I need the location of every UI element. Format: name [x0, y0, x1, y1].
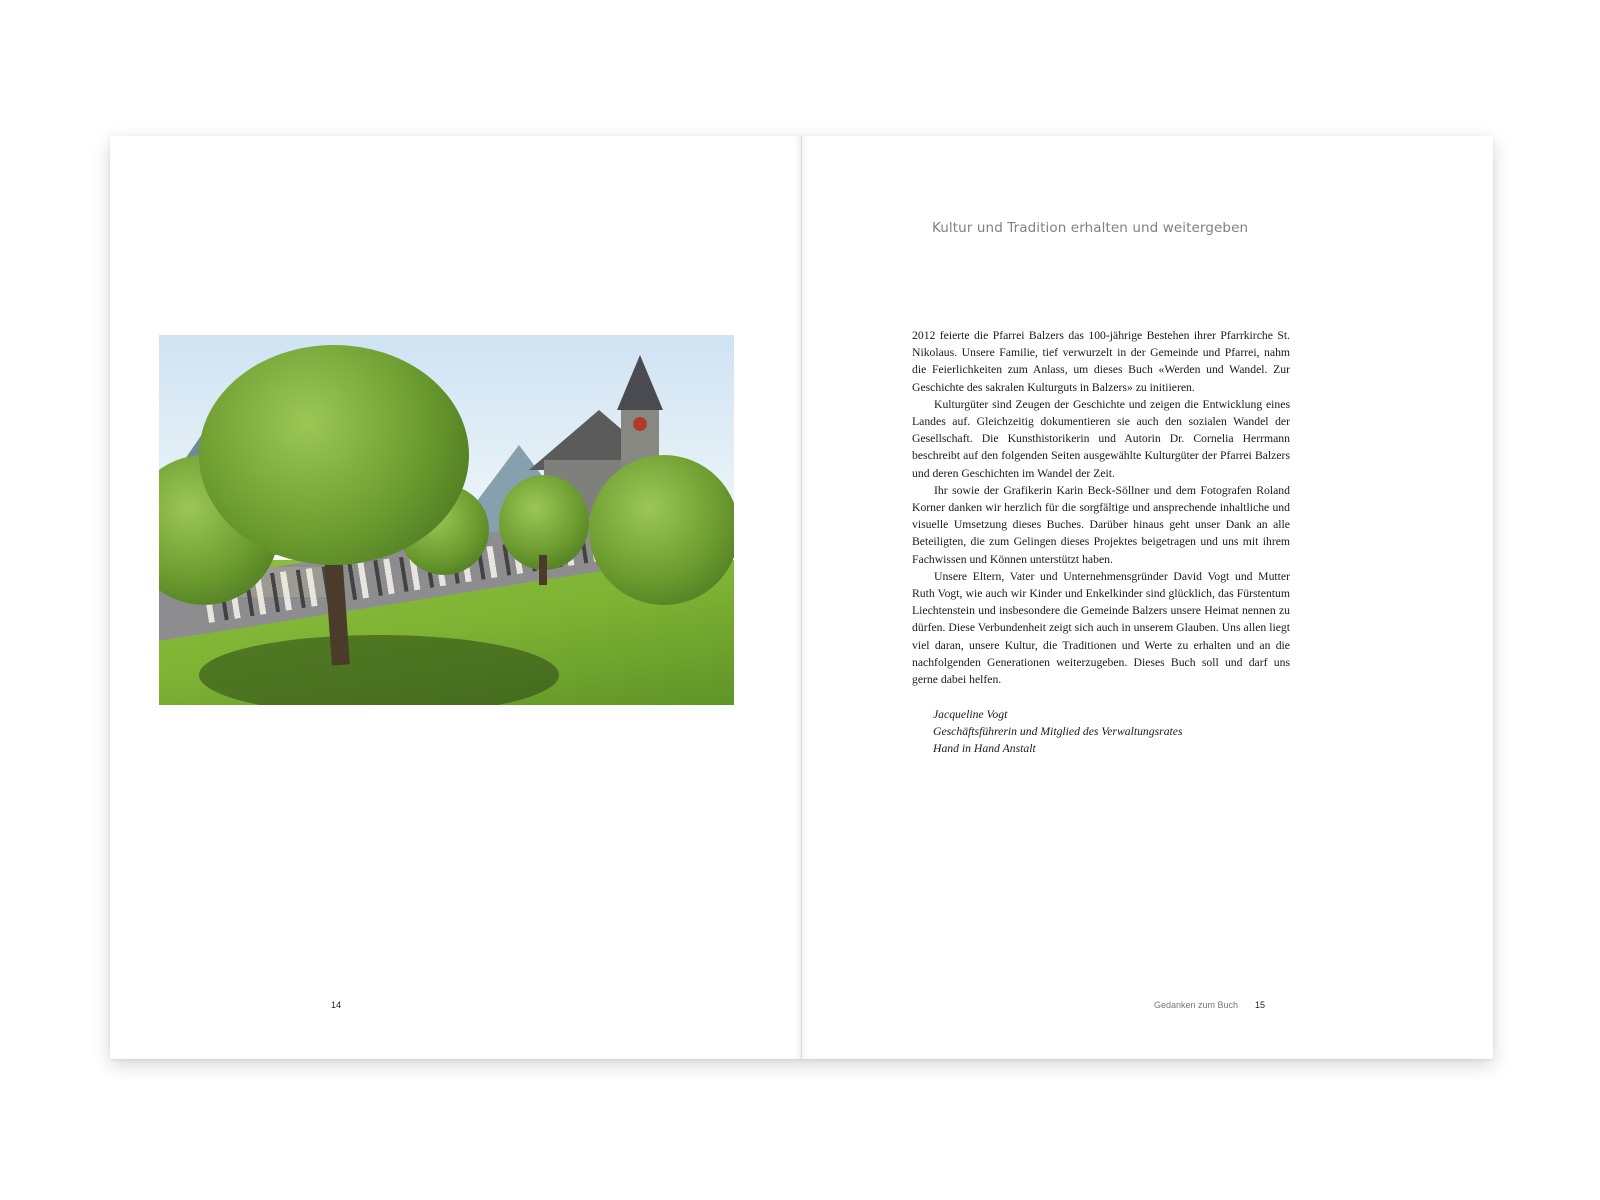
right-page — [802, 136, 1493, 1059]
page-number: 14 — [331, 1000, 342, 1010]
body-text — [912, 327, 1290, 688]
tree — [589, 455, 734, 605]
paragraph: 2012 feierte die Pfarrei Balzers das 100-jährige Bestehen ihrer Pfarrkirche St. Nikolaus. Unsere Familie, tief verwurzelt in der Gemeinde und Pfarrei, nahm die Feierlichkeiten zum Anlass, um dieses Buch «Werden und Wandel. Zur Geschichte des sakralen Kulturguts in Balzers» zu initiieren. — [912, 329, 1290, 394]
signature-name: Jacqueline Vogt — [933, 708, 1008, 721]
church-procession-photo — [159, 335, 734, 705]
tree — [199, 345, 469, 565]
paragraph: Unsere Eltern, Vater und Unternehmensgründer David Vogt und Mutter Ruth Vogt, wie auch wir Kinder und Enkelkinder sind glücklich, das Fürstentum Liechtenstein und insbesondere die Gemeinde Balzers unsere Heimat nennen zu dürfen. Diese Verbundenheit zeigt sich auch in unserem Glauben. Uns allen liegt viel daran, unsere Kultur, die Traditionen und Werte zu erhalten und an die nachfolgenden Generationen weiterzugeben. Dieses Buch soll und darf uns gerne dabei helfen. — [912, 569, 1290, 687]
paragraph: Ihr sowie der Grafikerin Karin Beck-Söllner und dem Fotografen Roland Korner danken wir herzlich für die sorgfältige und ansprechende inhaltliche und visuelle Umsetzung dieses Buches. Darüber hinaus geht unser Dank an alle Beteiligten, die zum Gelingen dieses Projektes beigetragen und uns mit ihrem Fachwissen und Können unterstützt haben. — [912, 483, 1290, 566]
left-page — [110, 136, 802, 1059]
signature-company: Hand in Hand Anstalt — [933, 742, 1036, 756]
running-footer: Gedanken zum Buch — [1154, 1000, 1239, 1010]
tower-clock — [633, 417, 647, 431]
paragraph: Kulturgüter sind Zeugen der Geschichte und zeigen die Entwicklung eines Landes auf. Gleichzeitig dokumentieren sie auch den sozialen Wandel der Gesellschaft. Die Kunsthistorikerin und Autorin Dr. Cornelia Herrmann beschreibt auf den folgenden Seiten ausgewählte Kulturgüter der Pfarrei Balzers und deren Geschichten im Wandel der Zeit. — [912, 397, 1290, 480]
tree-shadow — [199, 635, 559, 705]
signature-block — [933, 706, 1183, 758]
book-spread — [110, 136, 1493, 1059]
church-spire — [617, 355, 663, 410]
page-number: 15 — [1255, 1000, 1266, 1010]
signature-role: Geschäftsführerin und Mitglied des Verwaltungsrates — [933, 725, 1183, 739]
chapter-title: Kultur und Tradition erhalten und weitergeben — [932, 220, 1249, 236]
tree-trunk — [539, 555, 547, 585]
